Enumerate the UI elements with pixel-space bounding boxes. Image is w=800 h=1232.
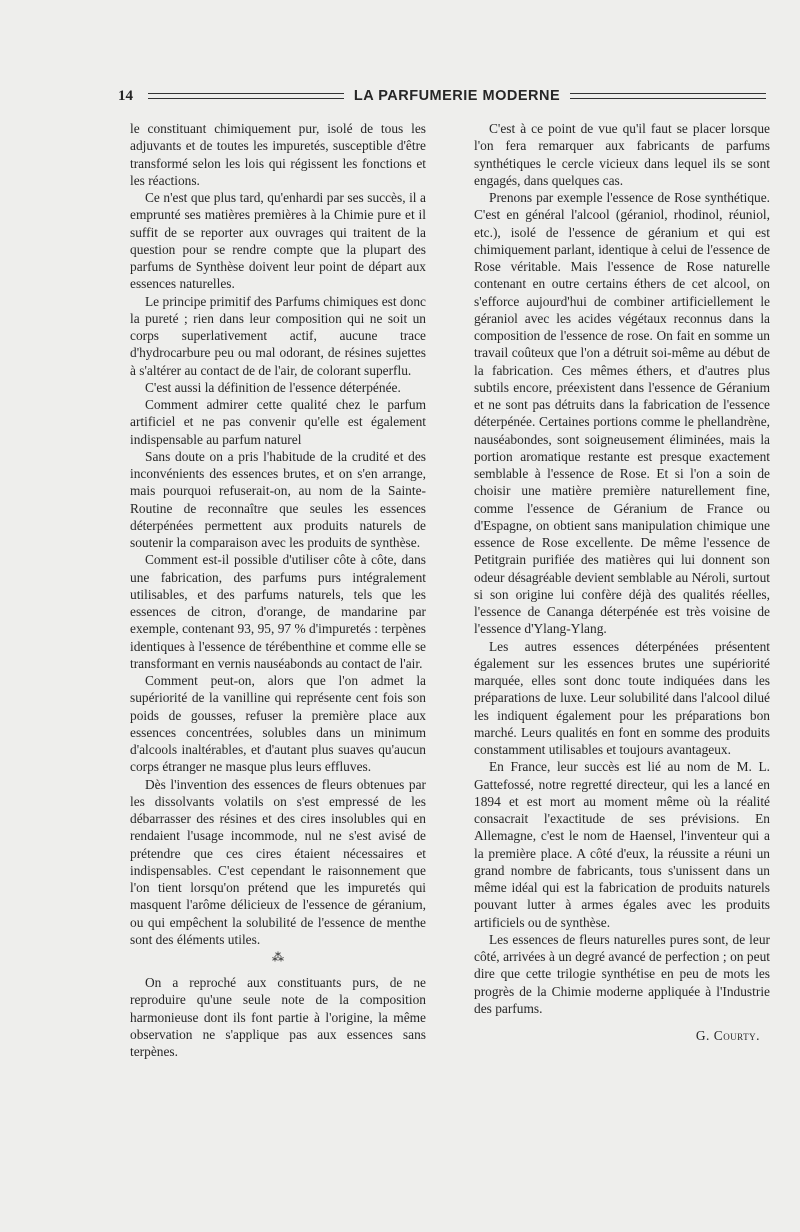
header-rule-right bbox=[570, 93, 766, 99]
section-separator: ⁂ bbox=[272, 950, 284, 964]
author-signature: G. Courty. bbox=[695, 1028, 760, 1043]
paragraph: Comment est-il possible d'utiliser côte à côte, dans une fabrication, des parfums purs intégralement utilisables, et des parfums naturels, tels que les essences de citron, d'orange, de mandarine par exemple, contenant 93, 95, 97 % d'impuretés : terpènes identiques à l'essence de térébenthine et comme elle se transformant en vernis nauséabonds au contact de l'air. bbox=[130, 552, 426, 671]
paragraph: Ce n'est que plus tard, qu'enhardi par ses succès, il a emprunté ses matières premières à la Chimie pure et il suffit de se reporter aux ouvrages qui traitent de la question pour se rendre compte que la plupart des parfums de Synthèse doivent leur point de départ aux essences naturelles. bbox=[130, 190, 426, 292]
header-rule-left bbox=[148, 93, 344, 99]
paragraph: le constituant chimiquement pur, isolé de tous les adjuvants et de toutes les impuretés, susceptible d'être transformé selon les lois qui régissent les fonctions et les réactions. bbox=[130, 121, 426, 188]
paragraph: Sans doute on a pris l'habitude de la crudité et des inconvénients des essences brutes, et on s'en arrange, mais pourquoi refuserait-on, au nom de la Sainte-Routine de reconnaître que seules les essences déterpénées permettent aux produits naturels de soutenir la comparaison avec les produits de synthèse. bbox=[130, 448, 426, 550]
paragraph: Les essences de fleurs naturelles pures sont, de leur côté, arrivées à un degré avancé de perfection ; on peut dire que cette trilogie synthétise en peu de mots les progrès de la Chimie moderne appliquée à l'Industrie des parfums. bbox=[474, 931, 770, 1016]
paragraph: Les autres essences déterpénées présentent également sur les essences brutes une supériorité marquée, elles sont donc toute indiquées dans les préparations de luxe. Leur solubilité dans l'alcool dilué les indiquent également pour les préparations bon marché. Leurs qualités en font en somme des produits constamment utilisables et toujours avantageux. bbox=[474, 638, 770, 757]
paragraph: C'est à ce point de vue qu'il faut se placer lorsque l'on fera remarquer aux fabricants de parfums synthétiques le cercle vicieux dans lequel ils se sont engagés, dans quelques cas. bbox=[474, 121, 770, 188]
paragraph: Prenons par exemple l'essence de Rose synthétique. C'est en général l'alcool (géraniol, rhodinol, réuniol, etc.), isolé de l'essence de géranium et qui est chimiquement parlant, identique à celui de l'essence de Rose véritable. Mais l'essence de Rose naturelle contenant en outre certains éthers de cet alcool, on s'efforce aujourd'hui de combiner artificiellement le géraniol avec les acides végétaux reconnus dans la composition de l'essence de rose. On fait en somme un travail coûteux que l'on a détruit soi-même au début de la fabrication. Ces mêmes éthers, et d'autres plus subtils encore, préexistent dans l'essence de Géranium et ne sont pas détruits dans la fabrication de l'essence déterpénée. Certaines portions comme le phellandrène, nauséabondes, sont soigneusement éliminées, mais la portion aromatique restante est presque exactement semblable à l'essence de Rose. Et si l'on a soin de choisir une matière première naturellement fine, comme l'essence de Géranium de France ou d'Espagne, on obtient sans manipulation chimique une essence de Rose excellente. De même l'essence de Petitgrain purifiée des matières qui lui donnent son odeur désagréable devient semblable au Néroli, surtout si son origine lui confère déjà des qualités réelles, l'essence de Cananga déterpénée est très voisine de l'essence d'Ylang-Ylang. bbox=[474, 190, 770, 637]
left-column bbox=[130, 120, 426, 1060]
right-column bbox=[474, 120, 770, 1044]
paragraph: En France, leur succès est lié au nom de M. L. Gattefossé, notre regretté directeur, qui les a lancé en 1894 et est mort au moment même où la réalité consacrait l'exactitude de ses prévisions. En Allemagne, c'est le nom de Haensel, l'inventeur qui a la première place. A côté d'eux, la réussite a réuni un grand nombre de fabricants, tous s'unissent dans un même idéal qui est la fabrication de produits naturels pouvant lutter à armes égales avec les produits artificiels ou de synthèse. bbox=[474, 759, 770, 930]
paragraph: C'est aussi la définition de l'essence déterpénée. bbox=[145, 379, 401, 395]
paragraph: Comment admirer cette qualité chez le parfum artificiel et ne pas convenir qu'elle est également indispensable au parfum naturel bbox=[130, 397, 426, 447]
paragraph: Le principe primitif des Parfums chimiques est donc la pureté ; rien dans leur composition qui ne soit un corps superlativement actif, aucune trace d'hydrocarbure peu ou mal odorant, de résines sujettes à s'altérer au contact de de l'air, de colorant superflu. bbox=[130, 293, 426, 378]
paragraph: On a reproché aux constituants purs, de ne reproduire qu'une seule note de la composition harmonieuse dont ils font partie à l'origine, la même observation ne s'applique pas aux essences sans terpènes. bbox=[130, 975, 426, 1059]
journal-title: LA PARFUMERIE MODERNE bbox=[353, 88, 561, 104]
page-number: 14 bbox=[118, 87, 133, 104]
running-header bbox=[118, 86, 766, 106]
paragraph: Dès l'invention des essences de fleurs obtenues par les dissolvants volatils on s'est empressé de les débarrasser des résines et des cires insolubles qui en rendaient l'usage incommode, nul ne s'est avisé de prétendre que ces cires étaient nécessaires et indispensables. C'est cependant le raisonnement que l'on tient lorsqu'on prétend que les impuretés qui masquent l'arôme délicieux de l'essence de géranium, ou qui empêchent la solubilité de l'essence de menthe sont des éléments utiles. bbox=[130, 776, 426, 947]
paragraph: Comment peut-on, alors que l'on admet la supériorité de la vanilline qui représente cent fois son poids de gousses, refuser la première place aux essences concentrées, solubles dans un minimum d'alcools inaltérables, et d'autant plus suaves qu'aucun corps étranger ne masque plus leurs effluves. bbox=[130, 673, 426, 775]
